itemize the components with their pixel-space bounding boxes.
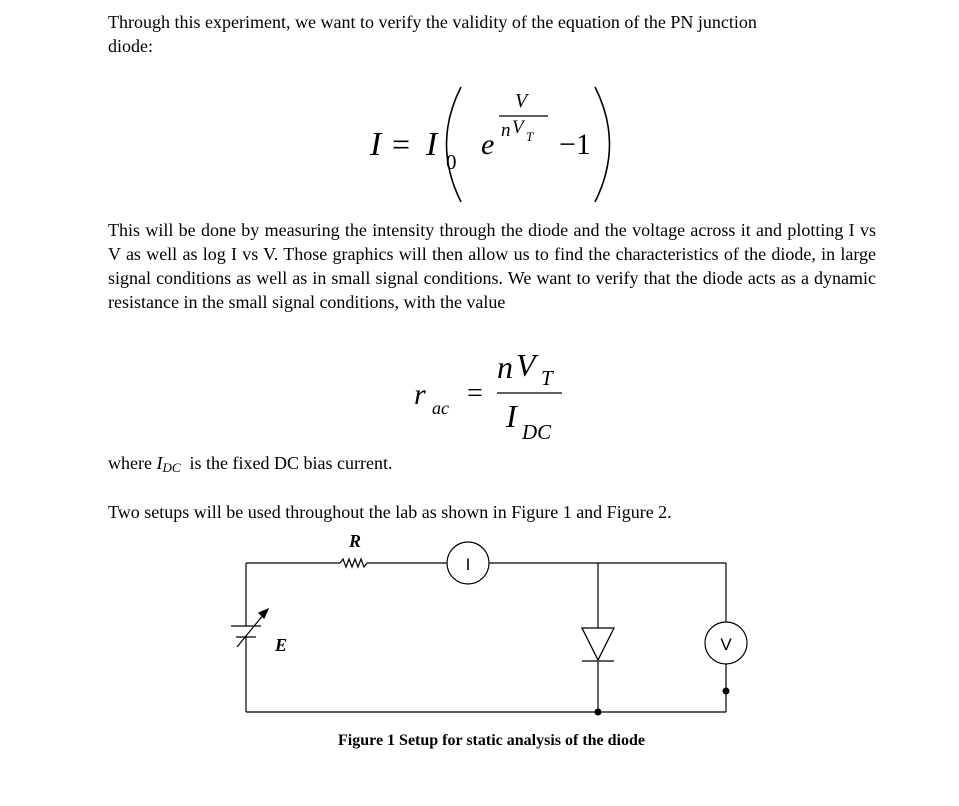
diode-symbol [582,628,614,661]
eq1-exp-den-n: n [501,120,511,141]
eq1-exp-den-v: V [512,117,524,138]
where-symbol-subscript: DC [162,460,181,475]
resistor-label: R [348,531,362,551]
source-label: E [274,635,288,655]
intro-line-2: diode: [108,36,153,56]
eq1-lhs: I [370,126,382,163]
eq2-num-n: n [497,349,513,385]
eq1-i0: I [426,126,438,163]
eq1-i0-subscript: 0 [446,150,457,174]
eq2-r: r [414,378,426,411]
ammeter-label: I [465,555,471,574]
resistor-symbol [340,559,367,567]
body-paragraph: This will be done by measuring the intensity through the diode and the voltage across it and plotting I vs V as well as log I vs V. Those graphics will then allow us to find the characteristics of the diode, in large signal conditions as well as in small signal conditions. We want to verify that the diode acts as a dynamic resistance in the small signal conditions, with the value [108,220,876,312]
eq1-minus-one: −1 [559,128,591,161]
where-suffix: is the fixed DC bias current. [189,453,393,473]
eq2-den-i: I [506,398,517,434]
figure-caption: Figure 1 Setup for static analysis of the diode [338,732,645,749]
eq2-equals: = [467,378,483,409]
variable-source-symbol [231,609,268,647]
eq2-r-subscript: ac [432,398,449,418]
where-symbol: I [156,453,163,473]
voltmeter-label: V [720,635,732,654]
eq1-exp-numerator: V [515,90,528,112]
intro-line-1: Through this experiment, we want to verify the validity of the equation of the PN junction [108,12,757,32]
junction-dot [595,709,602,716]
setups-paragraph: Two setups will be used throughout the lab as shown in Figure 1 and Figure 2. [108,502,672,522]
where-prefix: where [108,453,152,473]
eq1-exp-base: e [481,128,495,161]
eq1-exp-den-subscript: T [526,129,534,144]
eq2-num-v: V [516,347,536,383]
eq2-num-subscript: T [541,366,553,390]
eq1-equals: = [392,126,411,162]
eq2-den-subscript: DC [522,420,552,444]
terminal-dot [723,688,730,695]
